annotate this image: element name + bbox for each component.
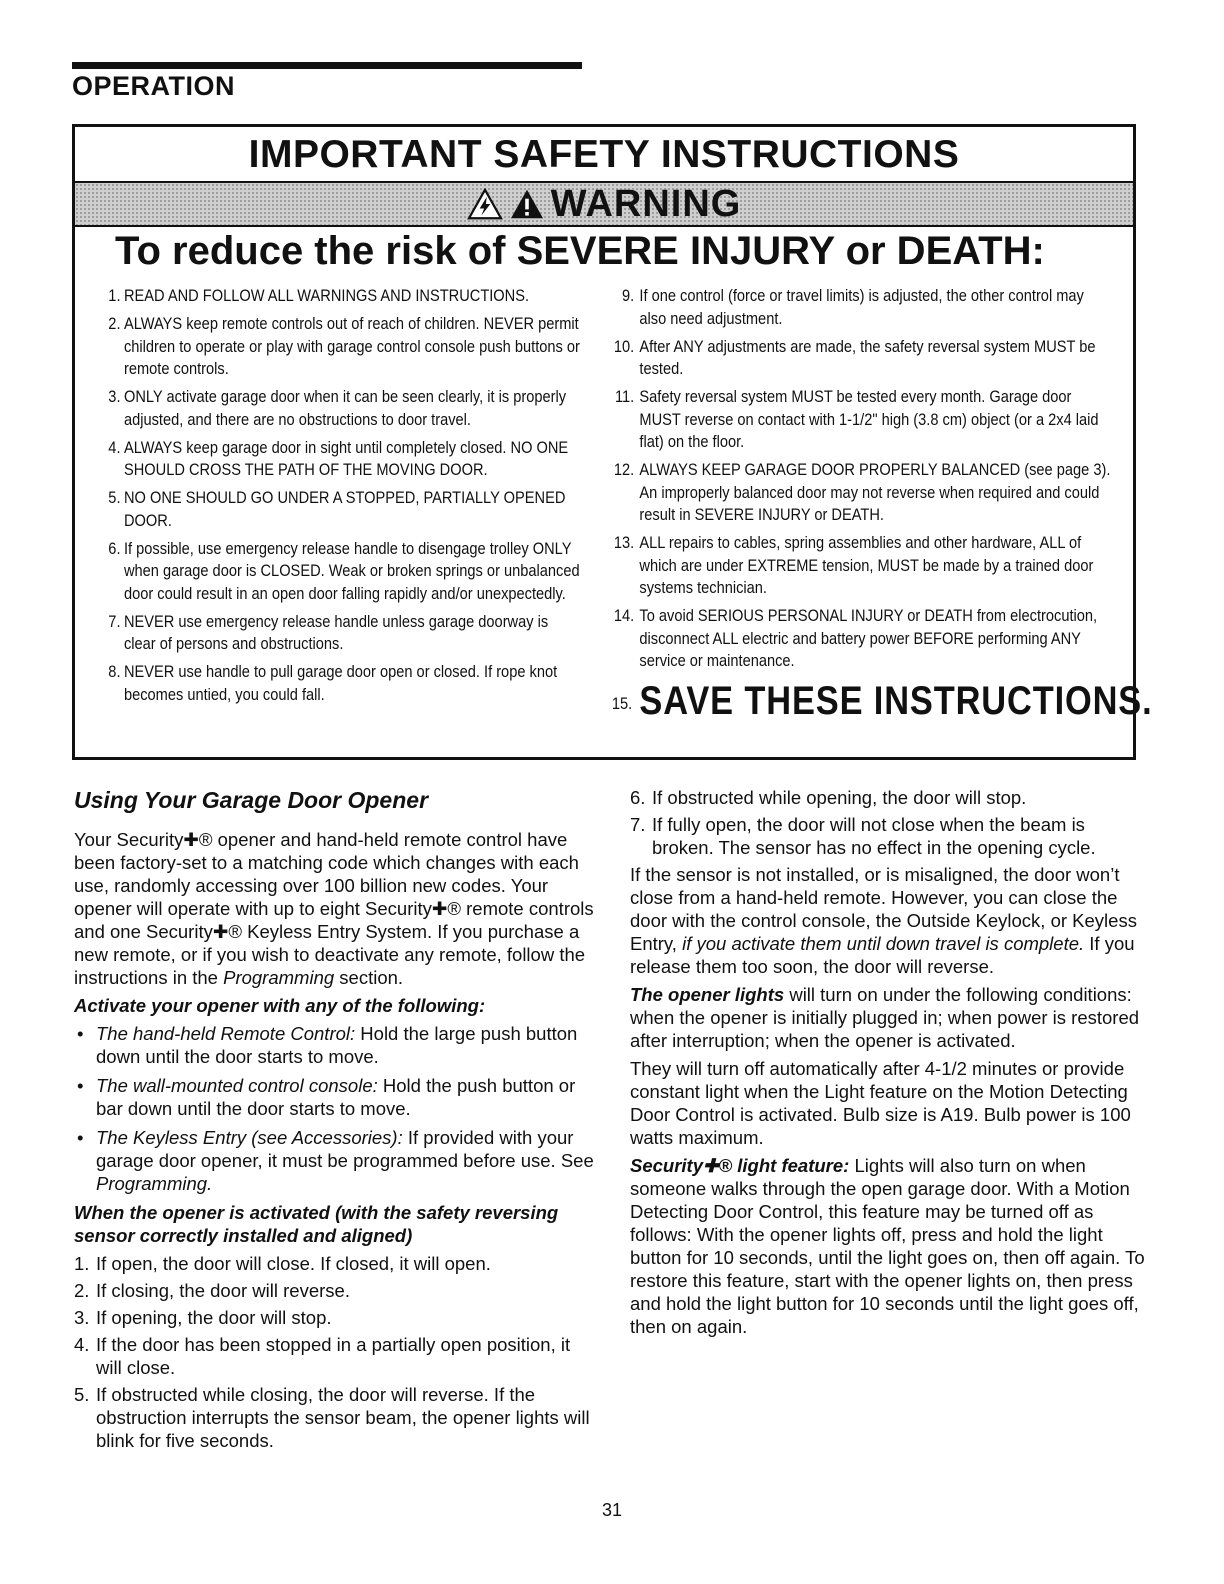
list-item: • The wall-mounted control console: Hold the push button or bar down until the door starts to move. bbox=[74, 1074, 594, 1120]
list-item: 3 . ONLY activate garage door when it can be seen clearly, it is properly adjusted, and there are no obstructions to door travel. bbox=[93, 386, 583, 431]
sensor-paragraph: If the sensor is not installed, or is misaligned, the door won’t close from a hand-held remote. However, you can close the door with the control console, the Outside Keylock, or Keyless Entry, if you activate them until down travel is complete. If you release them too soon, the door will reverse. bbox=[630, 864, 1137, 977]
activate-heading: Activate your opener with any of the following: bbox=[74, 995, 486, 1016]
list-item: 8 . NEVER use handle to pull garage door open or closed. If rope knot becomes untied, you could fall. bbox=[93, 661, 583, 706]
list-item: 7 . If fully open, the door will not close when the beam is broken. The sensor has no effect in the opening cycle. bbox=[630, 813, 1150, 859]
list-item: 7 . NEVER use emergency release handle unless garage doorway is clear of persons and obstructions. bbox=[93, 611, 583, 656]
save-instructions-text: SAVE THESE INSTRUCTIONS. bbox=[639, 678, 1153, 723]
warning-band bbox=[75, 181, 1133, 227]
list-item: 10 . After ANY adjustments are made, the safety reversal system MUST be tested. bbox=[605, 336, 1112, 381]
opener-lights-paragraph: The opener lights will turn on under the following conditions: when the opener is initially plugged in; when power is restored after interruption; when the opener is activated. bbox=[630, 984, 1140, 1051]
security-light-paragraph: Security✚® light feature: Lights will also turn on when someone walks through the open garage door. With a Motion Detecting Door Control, this feature may be turned off as follows: With the opener lights off, press and hold the light button for 10 seconds, until the light goes on, then off again. To restore this feature, start with the opener lights on, then press and hold the light button for 10 seconds until the light goes off, then on again. bbox=[630, 1155, 1145, 1337]
safety-box-title: IMPORTANT SAFETY INSTRUCTIONS bbox=[248, 133, 960, 176]
safety-box-subtitle: To reduce the risk of SEVERE INJURY or DEATH: bbox=[115, 229, 1045, 273]
list-item: 3 . If opening, the door will stop. bbox=[74, 1306, 594, 1329]
list-item: 13 . ALL repairs to cables, spring assemblies and other hardware, ALL of which are under EXTREME tension, MUST be made by a trained door systems technician. bbox=[605, 532, 1112, 600]
activation-methods-list bbox=[74, 1022, 594, 1195]
page-number: 31 bbox=[601, 1500, 623, 1520]
list-item: 2 . If closing, the door will reverse. bbox=[74, 1279, 594, 1302]
using-opener-heading: Using Your Garage Door Opener bbox=[74, 787, 429, 813]
list-item: 4 . If the door has been stopped in a partially open position, it will close. bbox=[74, 1333, 594, 1379]
list-item: 1 . If open, the door will close. If closed, it will open. bbox=[74, 1252, 594, 1275]
safety-list-left bbox=[93, 285, 583, 712]
lights-off-paragraph: They will turn off automatically after 4-1/2 minutes or provide constant light when the Light feature on the Motion Detecting Door Control is activated. Bulb size is A19. Bulb power is 100 watts maximum. bbox=[630, 1058, 1131, 1148]
warning-label: WARNING bbox=[550, 183, 742, 225]
safety-instructions-box bbox=[72, 124, 1153, 760]
list-item: 12 . ALWAYS KEEP GARAGE DOOR PROPERLY BALANCED (see page 3). An improperly balanced door may not reverse when required and could result in SEVERE INJURY or DEATH. bbox=[605, 459, 1112, 527]
list-item: • The Keyless Entry (see Accessories): If provided with your garage door opener, it must be programmed before use. See Programming. bbox=[74, 1126, 594, 1195]
list-item: 6 . If obstructed while opening, the door will stop. bbox=[630, 786, 1150, 809]
list-item: 6 . If possible, use emergency release handle to disengage trolley ONLY when garage door is CLOSED. Weak or broken springs or unbalanced door could result in an open door falling rapidly and/or unexpectedly. bbox=[93, 538, 583, 606]
activation-steps-list-continued bbox=[630, 786, 1150, 859]
section-title: OPERATION bbox=[72, 71, 236, 101]
list-item: • The hand-held Remote Control: Hold the large push button down until the door starts to move. bbox=[74, 1022, 594, 1068]
list-item: 2 . ALWAYS keep remote controls out of reach of children. NEVER permit children to operate or play with garage control console push buttons or remote controls. bbox=[93, 313, 583, 381]
list-item: 14 . To avoid SERIOUS PERSONAL INJURY or DEATH from electrocution, disconnect ALL electric and battery power BEFORE performing ANY service or maintenance. bbox=[605, 605, 1112, 673]
list-item: 11 . Safety reversal system MUST be tested every month. Garage door MUST reverse on contact with 1-1/2" high (3.8 cm) object (or a 2x4 laid flat) on the floor. bbox=[605, 386, 1112, 454]
alert-triangle-icon bbox=[509, 188, 545, 220]
electric-shock-warning-icon bbox=[467, 188, 503, 220]
list-item: 5 . If obstructed while closing, the door will reverse. If the obstruction interrupts the sensor beam, the opener lights will blink for five seconds. bbox=[74, 1383, 594, 1452]
activation-steps-list bbox=[74, 1252, 594, 1452]
list-item: 5 . NO ONE SHOULD GO UNDER A STOPPED, PARTIALLY OPENED DOOR. bbox=[93, 487, 583, 532]
list-item: 9 . If one control (force or travel limits) is adjusted, the other control may also need adjustment. bbox=[605, 285, 1112, 330]
section-rule bbox=[72, 62, 582, 69]
left-column bbox=[74, 786, 594, 1456]
right-column bbox=[630, 786, 1150, 1343]
list-item: 4 . ALWAYS keep garage door in sight until completely closed. NO ONE SHOULD CROSS THE PATH OF THE MOVING DOOR. bbox=[93, 437, 583, 482]
list-item: 1 . READ AND FOLLOW ALL WARNINGS AND INSTRUCTIONS. bbox=[93, 285, 583, 308]
activated-heading: When the opener is activated (with the safety reversing sensor correctly installed and aligned) bbox=[74, 1202, 559, 1246]
save-instructions-item: 15 . SAVE THESE INSTRUCTIONS. bbox=[605, 679, 1112, 723]
safety-list-right bbox=[605, 285, 1153, 728]
intro-paragraph: Your Security✚® opener and hand-held remote control have been factory-set to a matching code which changes with each use, randomly accessing over 100 billion new codes. Your opener will operate with up to eight Security✚® remote controls and one Security✚® Keyless Entry System. If you purchase a new remote, or if you wish to deactivate any remote, follow the instructions in the Programming section. bbox=[74, 829, 594, 988]
